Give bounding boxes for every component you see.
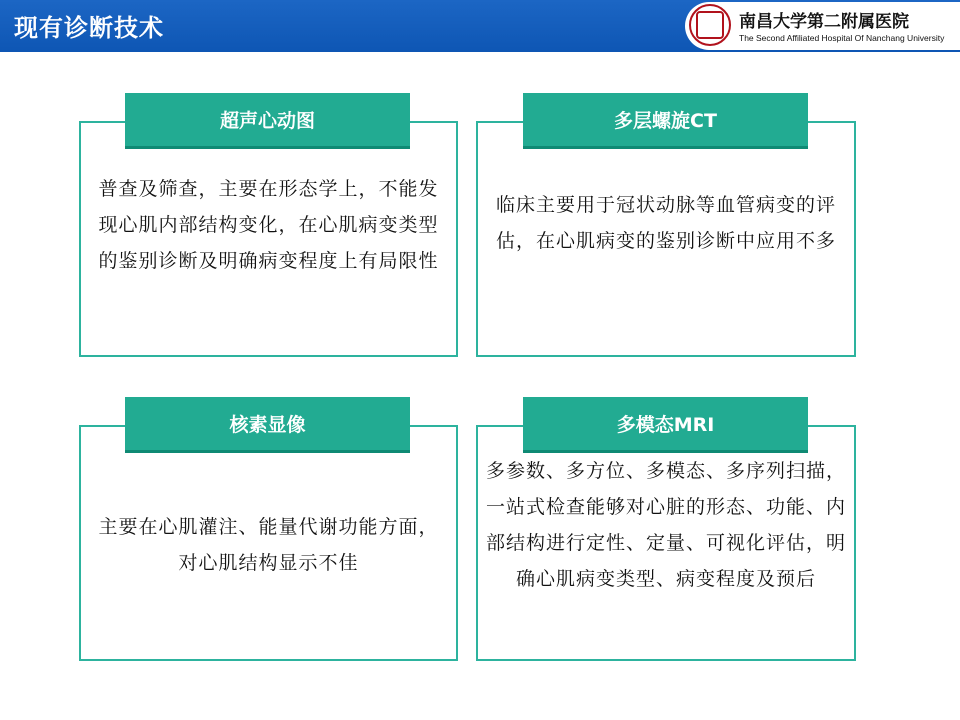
card-multimodal-mri xyxy=(476,425,856,661)
card-label-nuclear-imaging: 核素显像 xyxy=(125,397,410,453)
hospital-seal-icon xyxy=(689,4,731,46)
hospital-name: 南昌大学第二附属医院 xyxy=(739,12,909,32)
card-label-multimodal-mri: 多模态MRI xyxy=(523,397,808,453)
hospital-name-en: The Second Affiliated Hospital Of Nanchang University xyxy=(739,33,945,43)
card-nuclear-imaging xyxy=(79,425,458,661)
header-bar xyxy=(0,0,960,52)
card-text: 多参数、多方位、多模态、多序列扫描，一站式检查能够对心脏的形态、功能、内部结构进行定性、定量、可视化评估，明确心肌病变类型、病变程度及预后 xyxy=(486,460,847,590)
card-label-echocardiography: 超声心动图 xyxy=(125,93,410,149)
card-text: 普查及筛查，主要在形态学上，不能发现心肌内部结构变化，在心肌病变类型的鉴别诊断及明确病变程度上有局限性 xyxy=(98,178,439,272)
card-multislice-ct xyxy=(476,121,856,357)
card-echocardiography xyxy=(79,121,458,357)
card-text: 临床主要用于冠状动脉等血管病变的评估，在心肌病变的鉴别诊断中应用不多 xyxy=(495,194,836,252)
card-text: 主要在心肌灌注、能量代谢功能方面，对心肌结构显示不佳 xyxy=(98,516,439,574)
card-label-multislice-ct: 多层螺旋CT xyxy=(523,93,808,149)
hospital-logo-area xyxy=(685,2,960,50)
page-title: 现有诊断技术 xyxy=(14,14,164,42)
